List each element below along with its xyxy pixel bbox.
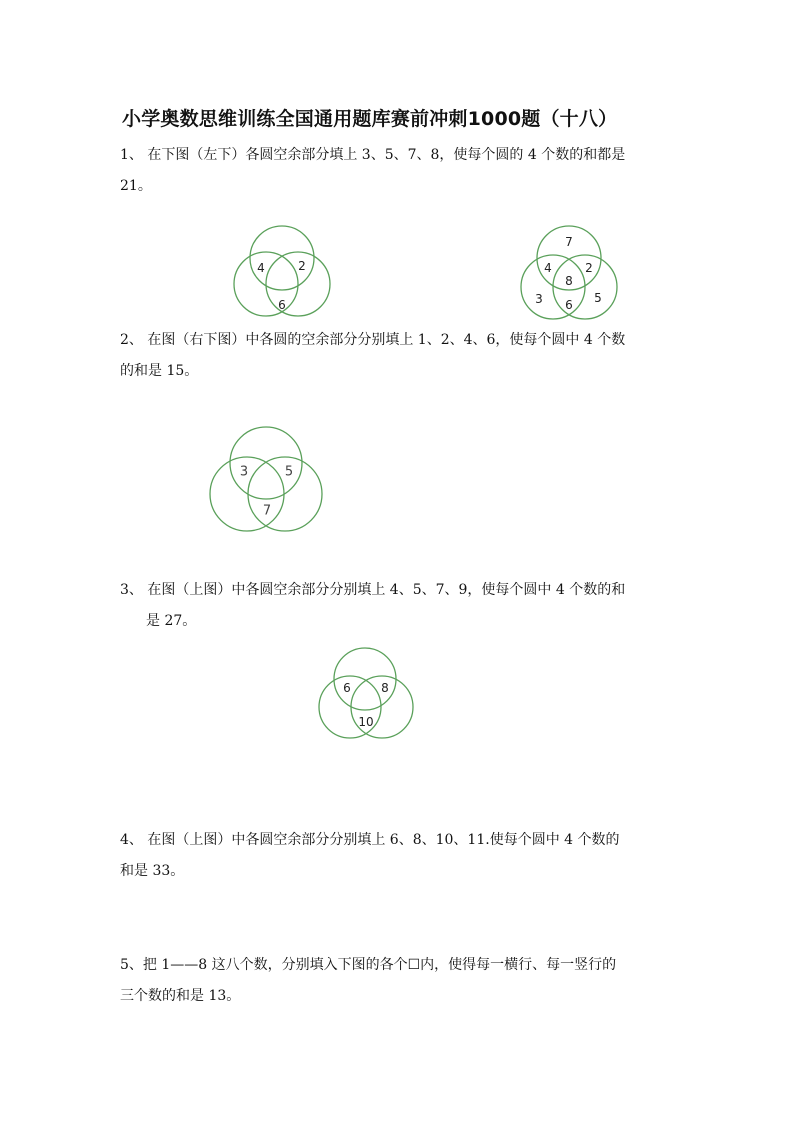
- problem-2-line-2: 的和是 15。: [120, 363, 199, 379]
- venn-3-label-left: 3: [239, 464, 249, 480]
- problem-5-line-2: 三个数的和是 13。: [120, 988, 241, 1004]
- venn-diagram-4: [318, 646, 416, 742]
- problem-1-line-2: 21。: [120, 178, 152, 194]
- venn-3-label-bottom: 7: [262, 503, 272, 519]
- venn-1-circle-top: [250, 226, 314, 290]
- problem-2-line-1: 2、 在图（右下图）中各圆的空余部分分别填上 1、2、4、6，使每个圆中 4 个数: [120, 332, 626, 348]
- venn-4-circle-top: [334, 648, 396, 710]
- venn-diagram-2: [519, 224, 619, 322]
- venn-2-label-center: 8: [565, 274, 573, 288]
- problem-4: [120, 825, 680, 887]
- venn-2-label-right: 2: [585, 261, 593, 275]
- venn-4-label-bottom: 10: [358, 715, 374, 729]
- venn-2-label-bottom-left: 3: [535, 292, 543, 306]
- venn-2-label-top: 7: [565, 235, 573, 249]
- problem-3-line-1: 3、 在图（上图）中各圆空余部分分别填上 4、5、7、9，使每个圆中 4 个数的和: [120, 582, 626, 598]
- venn-4-label-right: 8: [381, 681, 389, 695]
- problem-2: [120, 325, 680, 387]
- page-title: 小学奥数思维训练全国通用题库赛前冲刺1000题（十八）: [122, 108, 618, 130]
- venn-1-label-left: 4: [257, 261, 265, 275]
- venn-1-label-bottom: 6: [278, 298, 286, 312]
- problem-3: [120, 575, 680, 637]
- venn-2-label-bottom: 6: [565, 298, 573, 312]
- problem-1: [120, 140, 680, 202]
- venn-4-label-left: 6: [343, 681, 351, 695]
- venn-diagram-1: [232, 222, 334, 322]
- problem-1-line-1: 1、 在下图（左下）各圆空余部分填上 3、5、7、8，使每个圆的 4 个数的和都是: [120, 147, 626, 163]
- problem-3-line-2: 是 27。: [146, 613, 197, 629]
- venn-diagram-3: [209, 425, 335, 533]
- problem-5: [120, 950, 680, 1012]
- venn-3-label-right: 5: [284, 464, 294, 480]
- problem-4-line-1: 4、 在图（上图）中各圆空余部分分别填上 6、8、10、11.使每个圆中 4 个数的: [120, 832, 620, 848]
- problem-5-line-1: 5、把 1——8 这八个数，分别填入下图的各个☐内，使得每一横行、每一竖行的: [120, 957, 617, 973]
- venn-2-label-bottom-right: 5: [594, 291, 602, 305]
- problem-4-line-2: 和是 33。: [120, 863, 185, 879]
- venn-1-label-right: 2: [298, 259, 306, 273]
- venn-2-label-left: 4: [544, 261, 552, 275]
